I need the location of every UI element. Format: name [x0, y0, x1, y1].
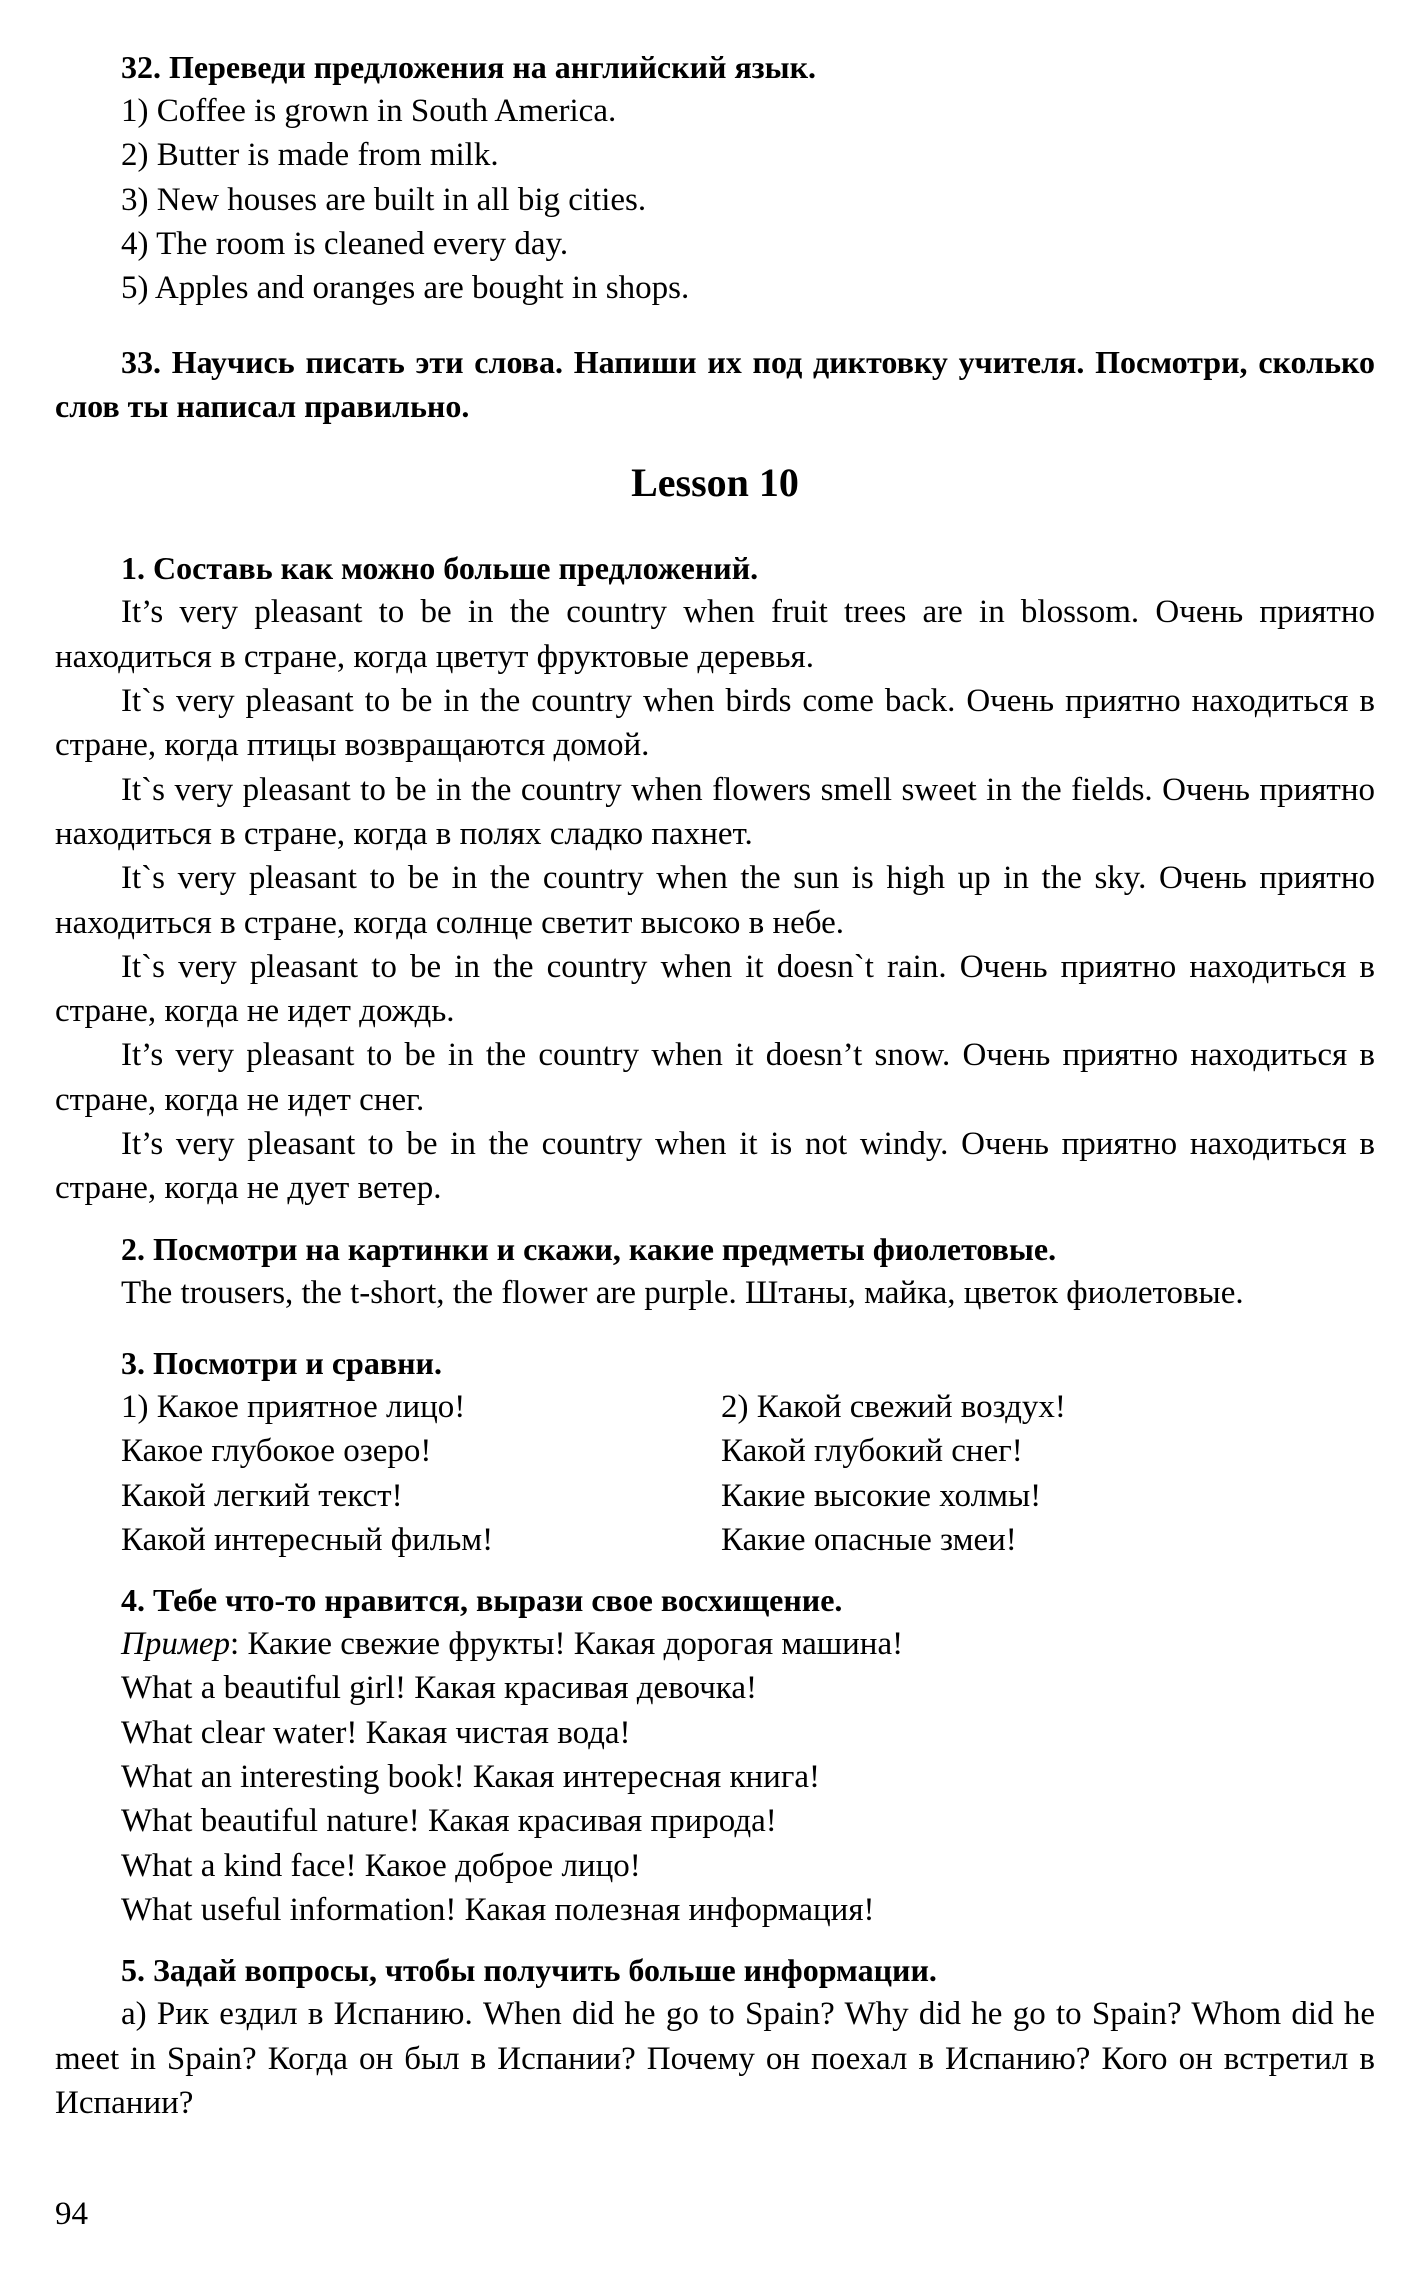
exercise-1-paragraph: It’s very pleasant to be in the country when fruit trees are in blossom. Очень приятно находиться в стране, когда цветут фруктовые деревья.	[55, 594, 1375, 675]
exercise-3	[55, 1341, 1375, 1562]
spacer	[55, 310, 1375, 340]
exercise-33	[55, 340, 1375, 428]
exercise-2-title: 2. Посмотри на картинки и скажи, какие предметы фиолетовые.	[121, 1230, 1057, 1267]
exercise-5-title: 5. Задай вопросы, чтобы получить больше информации.	[121, 1952, 937, 1989]
exercise-1-paragraph: It`s very pleasant to be in the country when it doesn`t rain. Очень приятно находиться в стране, когда не идет дождь.	[55, 948, 1375, 1030]
spacer	[55, 1562, 1375, 1578]
exercise-33-title: 33. Научись писать эти слова. Напиши их под диктовку учителя. Посмотри, сколько слов ты написал правильно.	[55, 344, 1375, 425]
textbook-page	[55, 45, 1375, 2125]
spacer	[55, 1315, 1375, 1341]
exercise-1-paragraph: It’s very pleasant to be in the country when it is not windy. Очень приятно находиться в стране, когда не дует ветер.	[55, 1126, 1375, 1207]
exercise-32-item: 1) Coffee is grown in South America.	[121, 93, 617, 129]
exercise-5-answer: а) Рик ездил в Испанию. When did he go to Spain? Why did he go to Spain? Whom did he meet in Spain? Когда он был в Испании? Почему он поехал в Испанию? Кого он встретил в Испании?	[55, 1996, 1375, 2121]
example-text: : Какие свежие фрукты! Какая дорогая машина!	[230, 1626, 904, 1663]
exercise-4-title: 4. Тебе что-то нравится, вырази свое восхищение.	[121, 1582, 843, 1619]
exercise-1-paragraph: It’s very pleasant to be in the country when it doesn’t snow. Очень приятно находиться в стране, когда не идет снег.	[55, 1037, 1375, 1118]
exercise-1-title: 1. Составь как можно больше предложений.	[121, 550, 759, 587]
lesson-heading: Lesson 10	[631, 460, 799, 506]
exercise-4	[55, 1578, 1375, 1932]
exercise-32-title: 32. Переведи предложения на английский язык.	[121, 49, 817, 85]
exercise-32-item: 4) The room is cleaned every day.	[121, 225, 569, 262]
exercise-4-line: What useful information! Какая полезная информация!	[121, 1891, 875, 1928]
exercise-3-column-2	[721, 1385, 1321, 1562]
exercise-4-line: What an interesting book! Какая интересная книга!	[121, 1759, 820, 1796]
exercise-3-line: Какие высокие холмы!	[721, 1477, 1042, 1514]
exercise-3-line: Какой легкий текст!	[121, 1477, 403, 1514]
spacer	[55, 1211, 1375, 1227]
exercise-32-item: 2) Butter is made from milk.	[121, 137, 499, 174]
page-number: 94	[55, 2196, 88, 2232]
exercise-3-line: Какое глубокое озеро!	[121, 1433, 432, 1470]
exercise-1-paragraph: It`s very pleasant to be in the country when birds come back. Очень приятно находиться в стране, когда птицы возвращаются домой.	[55, 683, 1375, 764]
exercise-3-column-1	[121, 1385, 721, 1562]
exercise-5	[55, 1948, 1375, 2125]
exercise-1-paragraph: It`s very pleasant to be in the country when flowers smell sweet in the fields. Очень приятно находиться в стране, когда в полях сладко пахнет.	[55, 771, 1375, 852]
exercise-3-line: Какой глубокий снег!	[721, 1433, 1023, 1470]
exercise-32-item: 3) New houses are built in all big cities.	[121, 181, 647, 218]
exercise-4-line: What clear water! Какая чистая вода!	[121, 1714, 631, 1751]
exercise-2-answer: The trousers, the t-short, the flower are purple. Штаны, майка, цветок фиолетовые.	[121, 1274, 1244, 1311]
exercise-3-line: 2) Какой свежий воздух!	[721, 1388, 1066, 1425]
exercise-3-line: Какой интересный фильм!	[121, 1521, 494, 1558]
exercise-4-line: What a kind face! Какое доброе лицо!	[121, 1847, 641, 1884]
exercise-1	[55, 546, 1375, 1210]
exercise-3-line: Какие опасные змеи!	[721, 1521, 1017, 1558]
exercise-4-line: What beautiful nature! Какая красивая природа!	[121, 1803, 777, 1840]
exercise-3-columns	[55, 1385, 1375, 1562]
exercise-1-paragraph: It`s very pleasant to be in the country when the sun is high up in the sky. Очень приятно находиться в стране, когда солнце светит высоко в небе.	[55, 860, 1375, 941]
exercise-3-line: 1) Какое приятное лицо!	[121, 1388, 466, 1425]
exercise-3-title: 3. Посмотри и сравни.	[121, 1344, 442, 1381]
exercise-32-item: 5) Apples and oranges are bought in shops.	[121, 270, 690, 307]
example-label: Пример	[121, 1626, 231, 1663]
exercise-32	[55, 45, 1375, 310]
exercise-2	[55, 1227, 1375, 1315]
exercise-4-example	[55, 1622, 1375, 1666]
exercise-4-line: What a beautiful girl! Какая красивая девочка!	[121, 1670, 757, 1707]
spacer	[55, 1932, 1375, 1948]
